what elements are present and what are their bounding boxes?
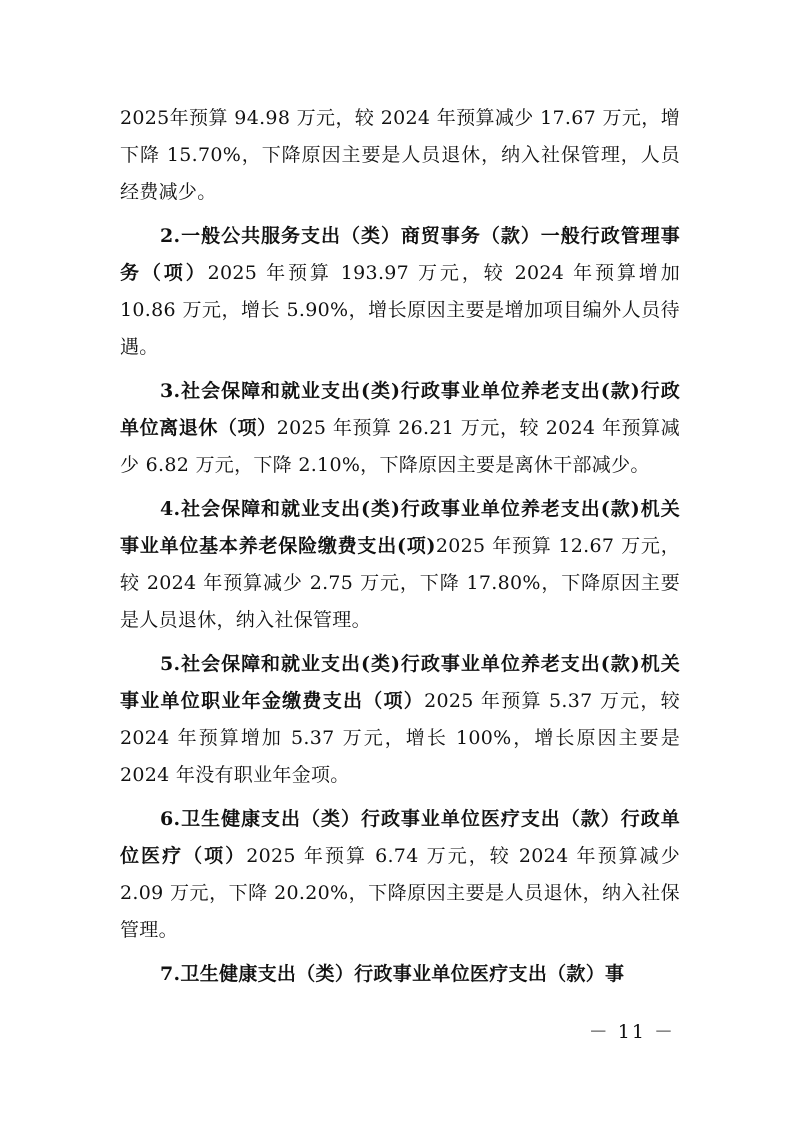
paragraph-3-title: 3.社会保障和就业支出(类)行政事业单位养老支出(款)行政单位离退休（项） <box>120 380 680 439</box>
paragraph-4-body: 2025 年预算 12.67 万元，较 2024 年预算减少 2.75 万元，下降 17.80%，下降原因主要是人员退休，纳入社保管理。 <box>120 535 680 631</box>
paragraph-2-body: 2025 年预算 193.97 万元，较 2024 年预算增加 10.86 万元，增长 5.90%，增长原因主要是增加项目编外人员待遇。 <box>120 262 680 358</box>
paragraph-2 <box>120 218 680 366</box>
paragraph-1-body: 2025年预算 94.98 万元，较 2024 年预算减少 17.67 万元，增下降 15.70%，下降原因主要是人员退休，纳入社保管理，人员经费减少。 <box>120 107 680 203</box>
paragraph-5-body: 2025 年预算 5.37 万元，较 2024 年预算增加 5.37 万元，增长 100%，增长原因主要是 2024 年没有职业年金项。 <box>120 690 680 786</box>
paragraph-5-title: 5.社会保障和就业支出(类)行政事业单位养老支出(款)机关事业单位职业年金缴费支出（项） <box>120 653 680 712</box>
paragraph-4 <box>120 491 680 639</box>
paragraph-3 <box>120 373 680 484</box>
paragraph-2-title: 2.一般公共服务支出（类）商贸事务（款）一般行政管理事务（项） <box>120 225 680 284</box>
paragraph-4-title: 4.社会保障和就业支出(类)行政事业单位养老支出(款)机关事业单位基本养老保险缴费支出(项) <box>120 498 680 557</box>
document-page <box>120 100 680 1000</box>
paragraph-6-title: 6.卫生健康支出（类）行政事业单位医疗支出（款）行政单位医疗（项） <box>120 808 680 867</box>
paragraph-7-title: 7.卫生健康支出（类）行政事业单位医疗支出（款）事 <box>160 963 625 985</box>
paragraph-5 <box>120 646 680 794</box>
paragraph-1 <box>120 100 680 211</box>
page-number: － 11 － <box>588 1021 675 1043</box>
paragraph-7 <box>120 956 680 993</box>
paragraph-6-body: 2025 年预算 6.74 万元，较 2024 年预算减少 2.09 万元，下降 20.20%，下降原因主要是人员退休，纳入社保管理。 <box>120 845 680 941</box>
paragraph-3-body: 2025 年预算 26.21 万元，较 2024 年预算减少 6.82 万元，下降 2.10%，下降原因主要是离休干部减少。 <box>120 417 681 476</box>
paragraph-6 <box>120 801 680 949</box>
